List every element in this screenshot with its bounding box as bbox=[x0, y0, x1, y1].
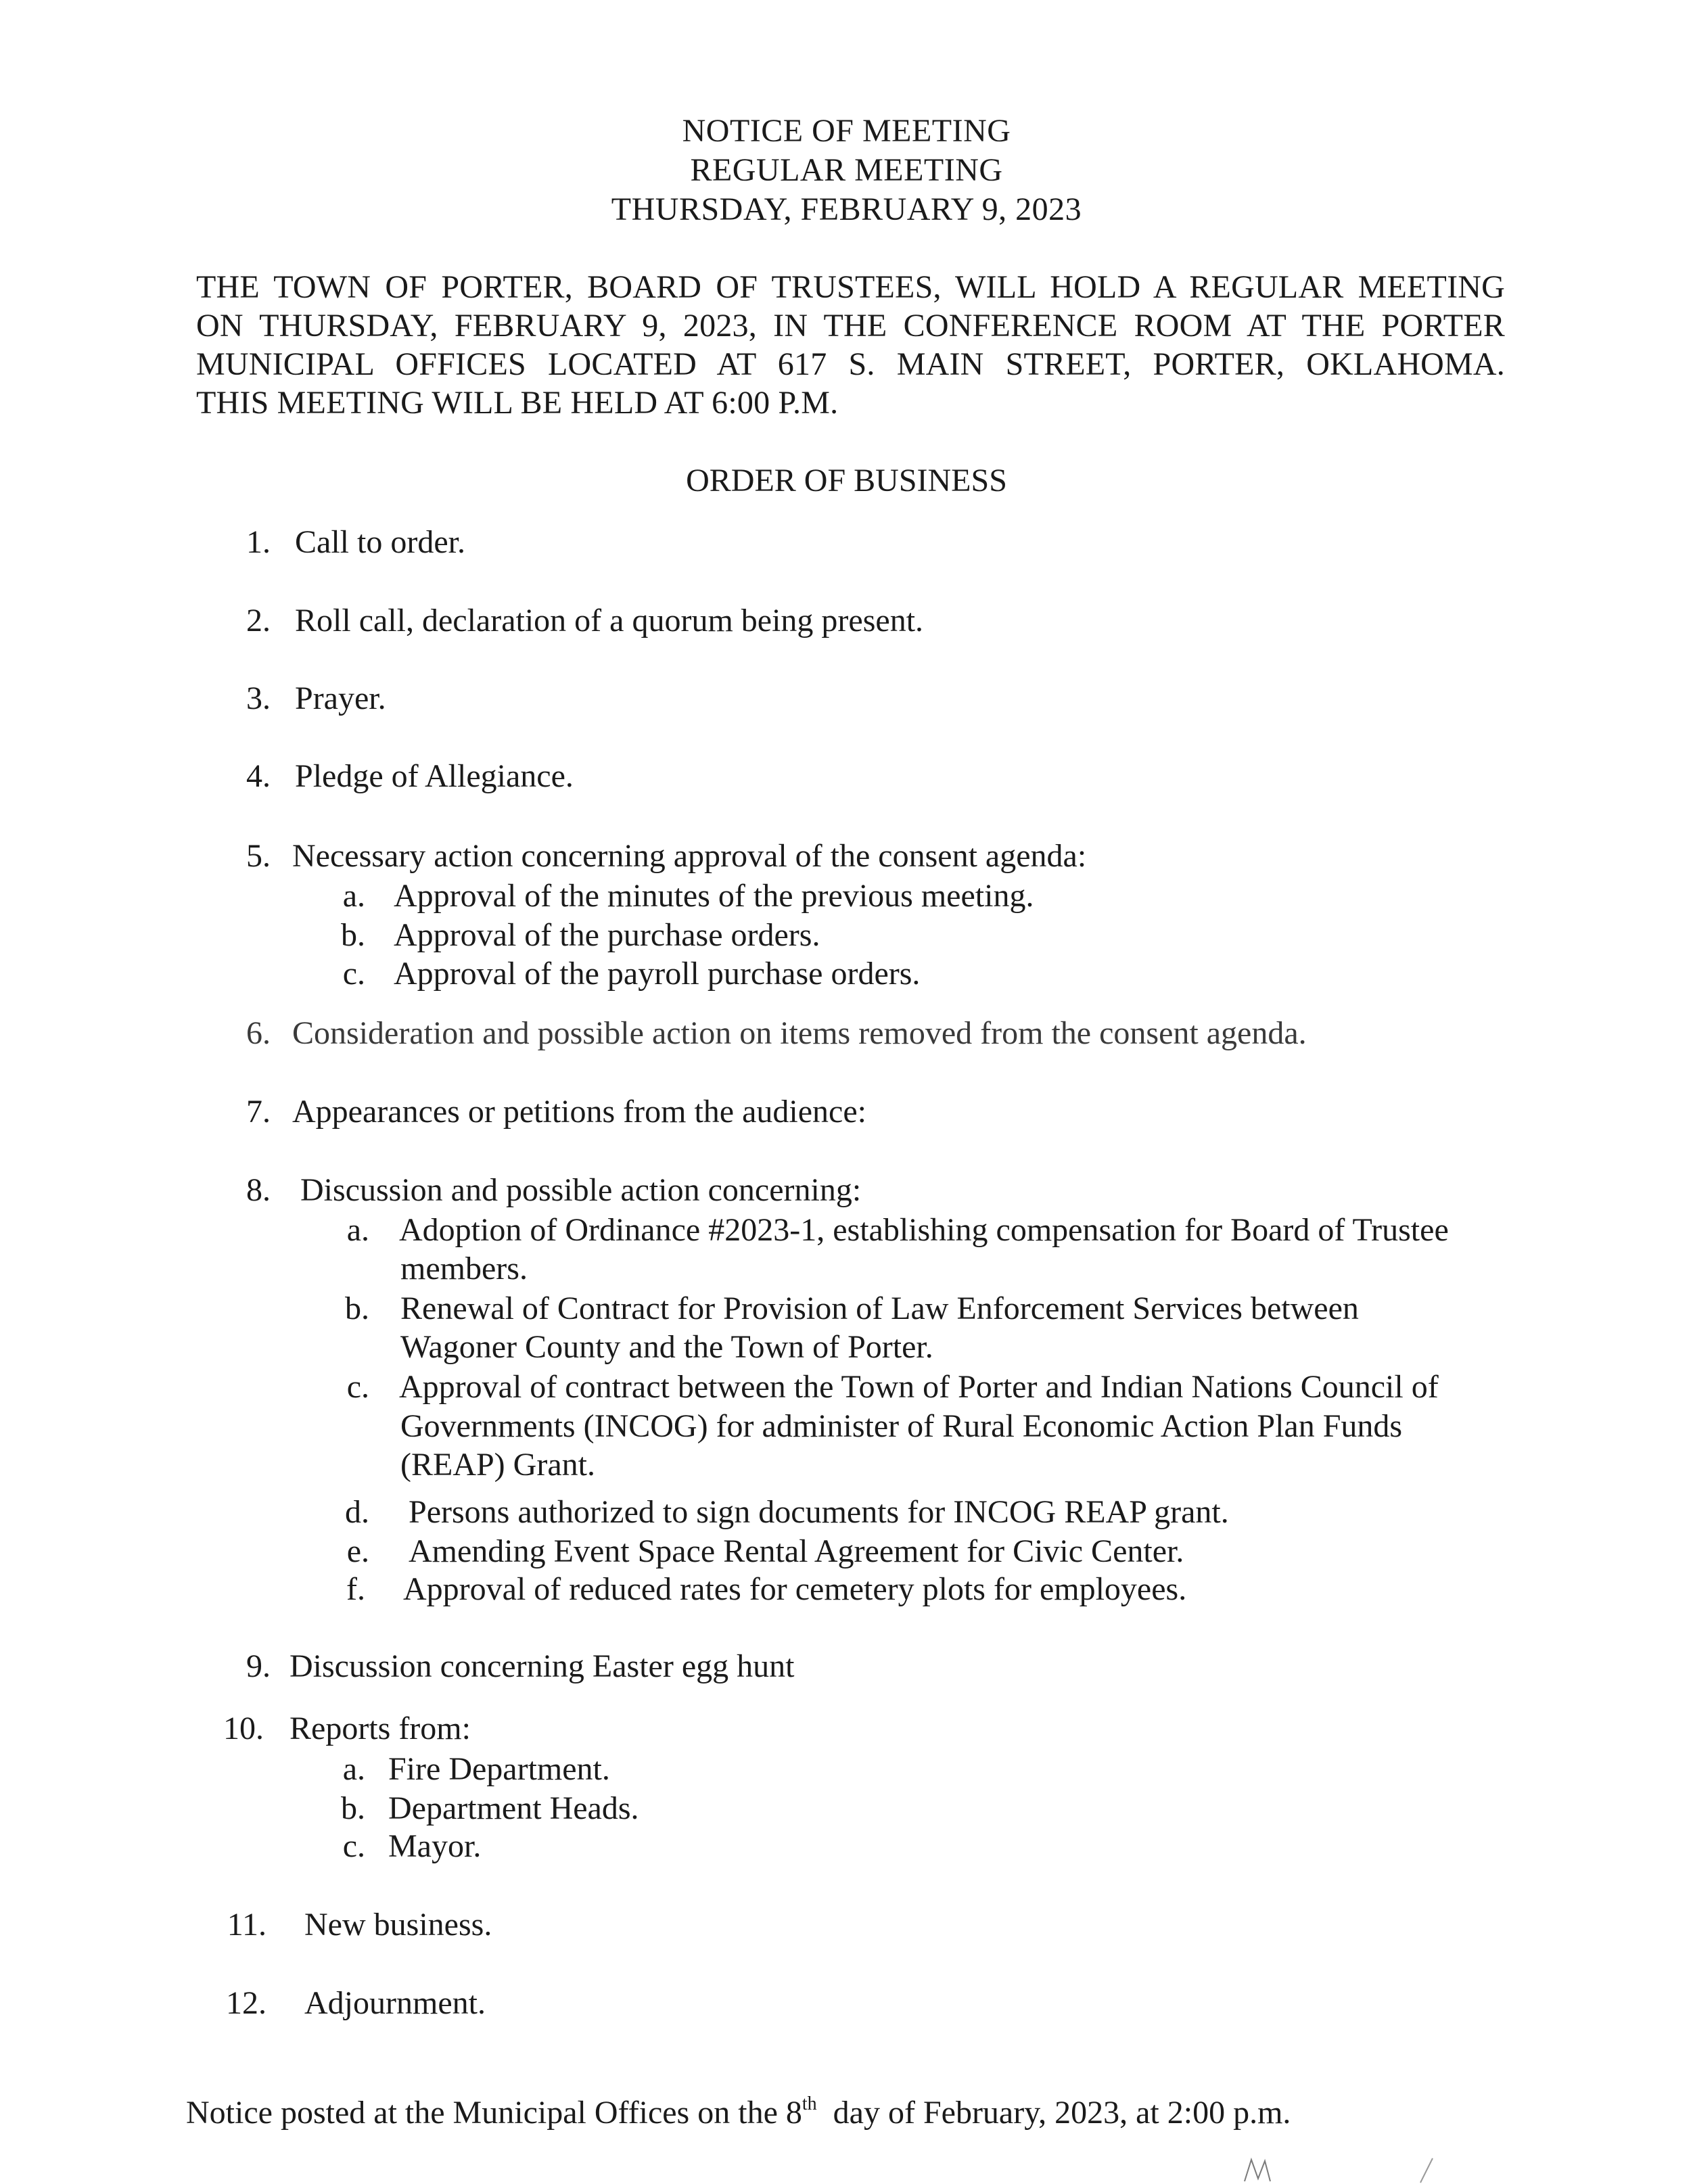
agenda-subitem-text: Renewal of Contract for Provision of Law Enforcement Services between bbox=[400, 1291, 1359, 1326]
agenda-item-number: 2. bbox=[246, 603, 271, 638]
agenda-subitem-text: Department Heads. bbox=[388, 1790, 639, 1826]
agenda-item-number: 6. bbox=[246, 1015, 271, 1051]
ordinal-suffix: th bbox=[802, 2093, 817, 2114]
agenda-item-number: 1. bbox=[246, 524, 271, 560]
agenda-subitem-letter: b. bbox=[341, 1790, 365, 1826]
agenda-item-number: 10. bbox=[223, 1711, 264, 1746]
announcement-line: ON THURSDAY, FEBRUARY 9, 2023, IN THE CONFERENCE ROOM AT THE PORTER bbox=[196, 308, 1505, 344]
agenda-subitem-letter: c. bbox=[346, 1369, 369, 1405]
agenda-item-number: 11. bbox=[227, 1907, 266, 1943]
agenda-item-number: 3. bbox=[246, 680, 271, 716]
agenda-item-number: 7. bbox=[246, 1094, 271, 1130]
agenda-subitem-text: Fire Department. bbox=[388, 1751, 610, 1787]
agenda-subitem-text: members. bbox=[400, 1251, 528, 1286]
agenda-subitem-text: Approval of contract between the Town of Porter and Indian Nations Council of bbox=[399, 1369, 1439, 1405]
agenda-subitem-letter: a. bbox=[346, 1212, 369, 1248]
posting-notice-text: day of February, 2023, at 2:00 p.m. bbox=[816, 2095, 1291, 2131]
agenda-subitem-text: Adoption of Ordinance #2023-1, establishing compensation for Board of Trustee bbox=[399, 1212, 1449, 1248]
agenda-subitem-text: (REAP) Grant. bbox=[400, 1447, 595, 1483]
agenda-item-text: Necessary action concerning approval of the consent agenda: bbox=[292, 838, 1087, 874]
agenda-subitem-text: Approval of the minutes of the previous meeting. bbox=[394, 878, 1034, 914]
agenda-subitem-letter: f. bbox=[346, 1571, 365, 1607]
agenda-subitem-letter: c. bbox=[342, 1828, 365, 1864]
meeting-announcement bbox=[196, 268, 1505, 422]
agenda-subitem-letter: a. bbox=[342, 1751, 365, 1787]
agenda-item-text: New business. bbox=[304, 1907, 492, 1943]
agenda-subitem-text: Approval of the payroll purchase orders. bbox=[394, 956, 921, 992]
agenda-item-number: 12. bbox=[226, 1985, 266, 2021]
agenda-subitem-text: Wagoner County and the Town of Porter. bbox=[400, 1329, 933, 1365]
signature-mark bbox=[1217, 2154, 1475, 2184]
posting-notice-text: Notice posted at the Municipal Offices on the 8 bbox=[186, 2095, 802, 2131]
agenda-item-number: 4. bbox=[246, 758, 271, 794]
agenda-item-number: 8. bbox=[246, 1172, 271, 1208]
agenda-item-text: Adjournment. bbox=[304, 1985, 486, 2021]
notice-title: NOTICE OF MEETING bbox=[682, 113, 1011, 149]
agenda-subitem-text: Governments (INCOG) for administer of Rural Economic Action Plan Funds bbox=[400, 1408, 1403, 1444]
agenda-subitem-text: Mayor. bbox=[388, 1828, 482, 1864]
posting-notice bbox=[186, 2094, 1291, 2132]
agenda-subitem-letter: b. bbox=[341, 917, 365, 953]
agenda-item-text: Discussion concerning Easter egg hunt bbox=[289, 1648, 795, 1684]
agenda-subitem-text: Persons authorized to sign documents for INCOG REAP grant. bbox=[409, 1494, 1229, 1530]
agenda-subitem-text: Approval of reduced rates for cemetery plots for employees. bbox=[403, 1571, 1187, 1607]
agenda-subitem-letter: c. bbox=[342, 956, 365, 992]
agenda-item-text: Appearances or petitions from the audience: bbox=[292, 1094, 866, 1130]
agenda-item-text: Reports from: bbox=[289, 1711, 471, 1746]
agenda-item-text: Roll call, declaration of a quorum being present. bbox=[295, 603, 924, 638]
agenda-subitem-letter: d. bbox=[345, 1494, 369, 1530]
agenda-subitem-text: Approval of the purchase orders. bbox=[394, 917, 820, 953]
agenda-subitem-letter: b. bbox=[345, 1291, 369, 1326]
agenda-item-number: 5. bbox=[246, 838, 271, 874]
agenda-item-number: 9. bbox=[246, 1648, 271, 1684]
agenda-item-text: Consideration and possible action on items removed from the consent agenda. bbox=[292, 1015, 1307, 1051]
agenda-item-text: Prayer. bbox=[295, 680, 386, 716]
agenda-subitem-letter: e. bbox=[346, 1533, 369, 1569]
agenda-subitem-text: Amending Event Space Rental Agreement for Civic Center. bbox=[409, 1533, 1184, 1569]
agenda-item-text: Pledge of Allegiance. bbox=[295, 758, 574, 794]
agenda-item-text: Discussion and possible action concerning: bbox=[300, 1172, 862, 1208]
announcement-line: THE TOWN OF PORTER, BOARD OF TRUSTEES, WILL HOLD A REGULAR MEETING bbox=[196, 269, 1505, 305]
announcement-line: THIS MEETING WILL BE HELD AT 6:00 P.M. bbox=[196, 385, 839, 421]
order-of-business-title: ORDER OF BUSINESS bbox=[686, 463, 1007, 498]
agenda-subitem-letter: a. bbox=[342, 878, 365, 914]
announcement-line: MUNICIPAL OFFICES LOCATED AT 617 S. MAIN STREET, PORTER, OKLAHOMA. bbox=[196, 346, 1505, 382]
meeting-date: THURSDAY, FEBRUARY 9, 2023 bbox=[611, 191, 1082, 227]
agenda-item-text: Call to order. bbox=[295, 524, 465, 560]
meeting-type: REGULAR MEETING bbox=[690, 152, 1003, 188]
